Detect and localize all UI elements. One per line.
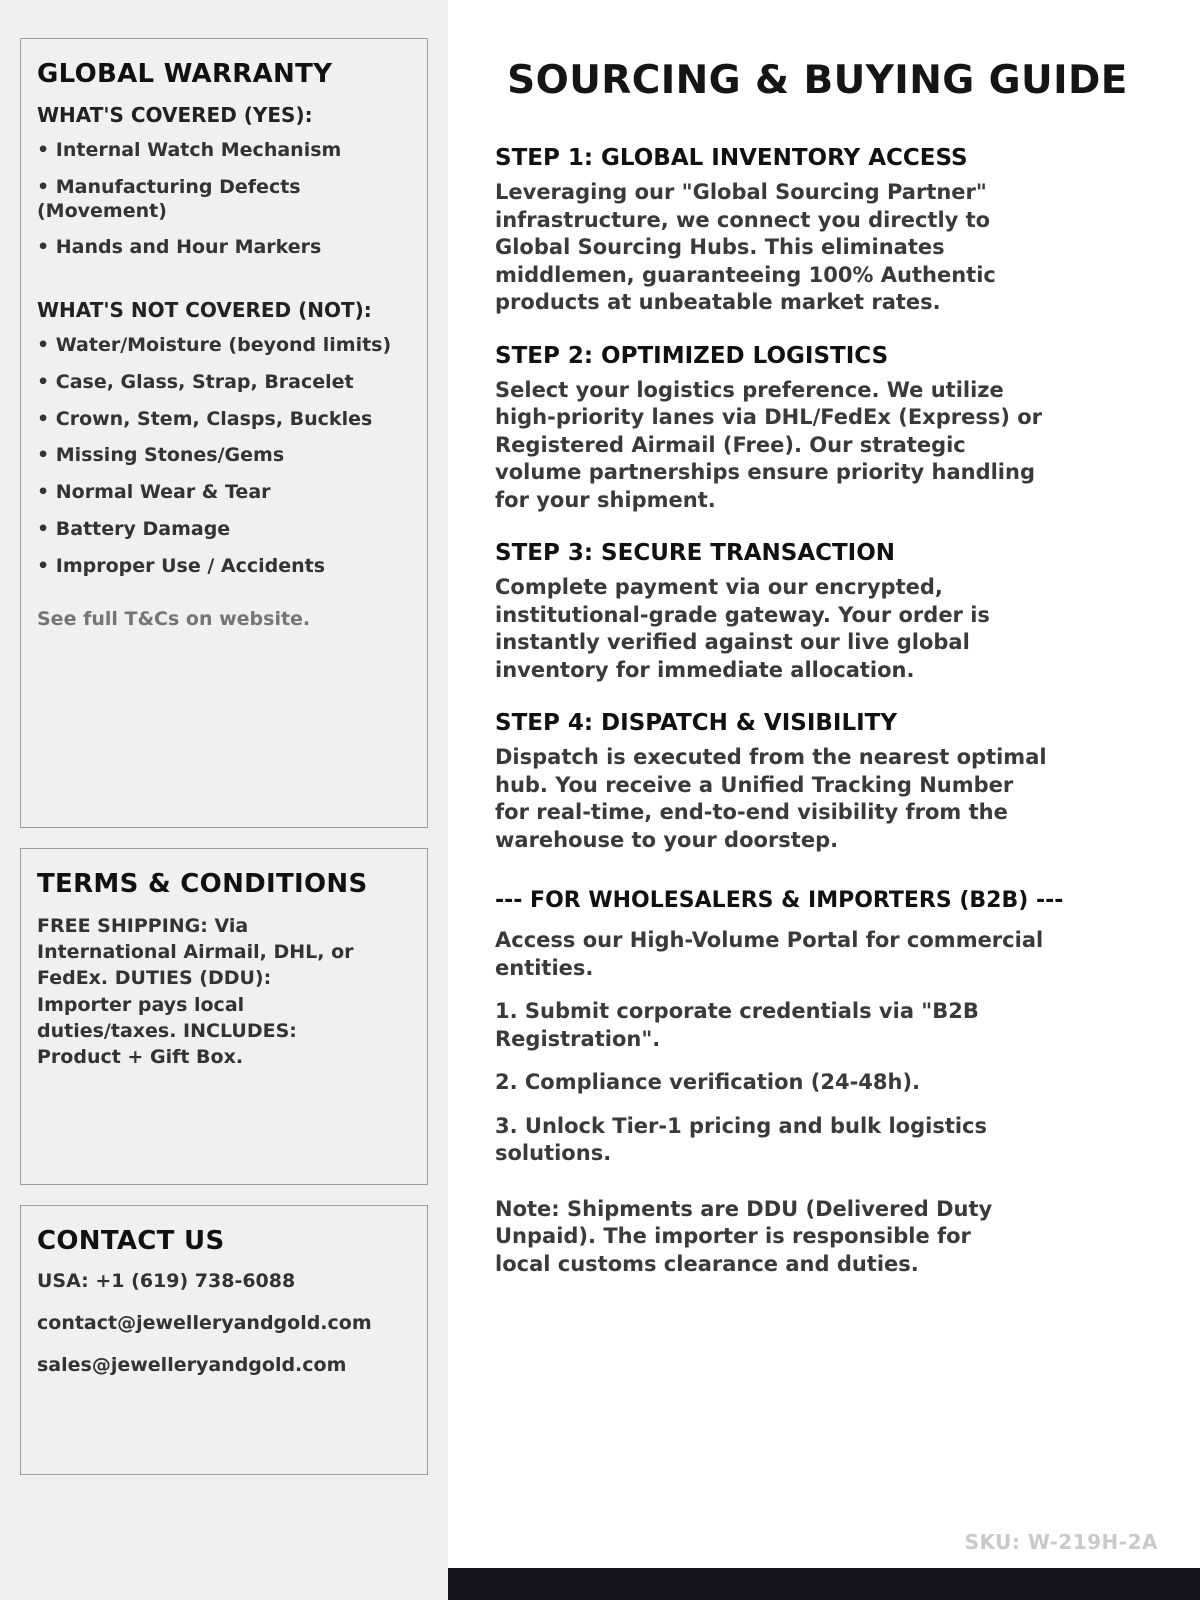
b2b-section (495, 888, 1140, 1278)
step-4-body: Dispatch is executed from the nearest optimal hub. You receive a Unified Tracking Number for real-time, end-to-end visibility from the warehouse to your doorstep. (495, 745, 1047, 852)
list-item: • Normal Wear & Tear (37, 481, 411, 505)
contact-title: CONTACT US (37, 1226, 225, 1256)
terms-body: FREE SHIPPING: Via International Airmail, DHL, or FedEx. DUTIES (DDU): Importer pays local duties/taxes. INCLUDES: Product + Gift Box. (37, 915, 354, 1069)
contact-email-primary: contact@jewelleryandgold.com (37, 1312, 372, 1334)
warranty-footnote: See full T&Cs on website. (37, 608, 311, 631)
list-item: • Water/Moisture (beyond limits) (37, 334, 411, 358)
b2b-heading: --- FOR WHOLESALERS & IMPORTERS (B2B) --- (495, 888, 1064, 913)
step-1-heading: STEP 1: GLOBAL INVENTORY ACCESS (495, 145, 968, 171)
contact-phone: USA: +1 (619) 738-6088 (37, 1270, 296, 1292)
step-3-body: Complete payment via our encrypted, institutional-grade gateway. Your order is instantly verified against our live global inventory for immediate allocation. (495, 575, 990, 682)
contact-box (20, 1205, 428, 1475)
step-2 (495, 343, 1140, 515)
list-item: • Case, Glass, Strap, Bracelet (37, 371, 411, 395)
b2b-note: Note: Shipments are DDU (Delivered Duty Unpaid). The importer is responsible for local customs clearance and duties. (495, 1196, 993, 1276)
warranty-title: GLOBAL WARRANTY (37, 59, 333, 89)
step-2-body: Select your logistics preference. We utilize high-priority lanes via DHL/FedEx (Express) or Registered Airmail (Free). Our strategic volume partnerships ensure priority handling for your shipment. (495, 377, 1043, 512)
b2b-item-1: 1. Submit corporate credentials via "B2B Registration". (495, 999, 979, 1051)
sku-label: SKU: W-219H-2A (964, 1530, 1158, 1554)
list-item: • Crown, Stem, Clasps, Buckles (37, 408, 411, 432)
step-4-heading: STEP 4: DISPATCH & VISIBILITY (495, 710, 898, 736)
step-3-heading: STEP 3: SECURE TRANSACTION (495, 540, 896, 566)
bottom-bar (448, 1568, 1200, 1600)
step-4 (495, 710, 1140, 854)
warranty-covered-list (37, 139, 411, 260)
warranty-covered-title: WHAT'S COVERED (YES): (37, 103, 313, 127)
b2b-intro: Access our High-Volume Portal for commercial entities. (495, 928, 1044, 980)
step-1 (495, 145, 1140, 317)
warranty-not-covered-list (37, 334, 411, 578)
step-1-body: Leveraging our "Global Sourcing Partner" infrastructure, we connect you directly to Global Sourcing Hubs. This eliminates middlemen, guaranteeing 100% Authentic products at unbeatable market rates. (495, 180, 996, 314)
list-item: • Internal Watch Mechanism (37, 139, 411, 163)
b2b-item-3: 3. Unlock Tier-1 pricing and bulk logistics solutions. (495, 1113, 988, 1165)
list-item: • Hands and Hour Markers (37, 236, 411, 260)
list-item: • Battery Damage (37, 518, 411, 542)
b2b-item-2: 2. Compliance verification (24-48h). (495, 1070, 921, 1094)
warranty-box (20, 38, 428, 828)
step-3 (495, 540, 1140, 684)
main-content (448, 0, 1200, 1600)
sidebar (0, 0, 448, 1600)
warranty-not-covered-title: WHAT'S NOT COVERED (NOT): (37, 298, 372, 322)
contact-email-sales: sales@jewelleryandgold.com (37, 1354, 347, 1376)
list-item: • Missing Stones/Gems (37, 444, 411, 468)
list-item: • Improper Use / Accidents (37, 555, 411, 579)
step-2-heading: STEP 2: OPTIMIZED LOGISTICS (495, 342, 889, 369)
terms-title: TERMS & CONDITIONS (37, 869, 368, 899)
list-item: • Manufacturing Defects (Movement) (37, 176, 411, 224)
terms-box (20, 848, 428, 1185)
page-title: SOURCING & BUYING GUIDE (507, 58, 1128, 103)
